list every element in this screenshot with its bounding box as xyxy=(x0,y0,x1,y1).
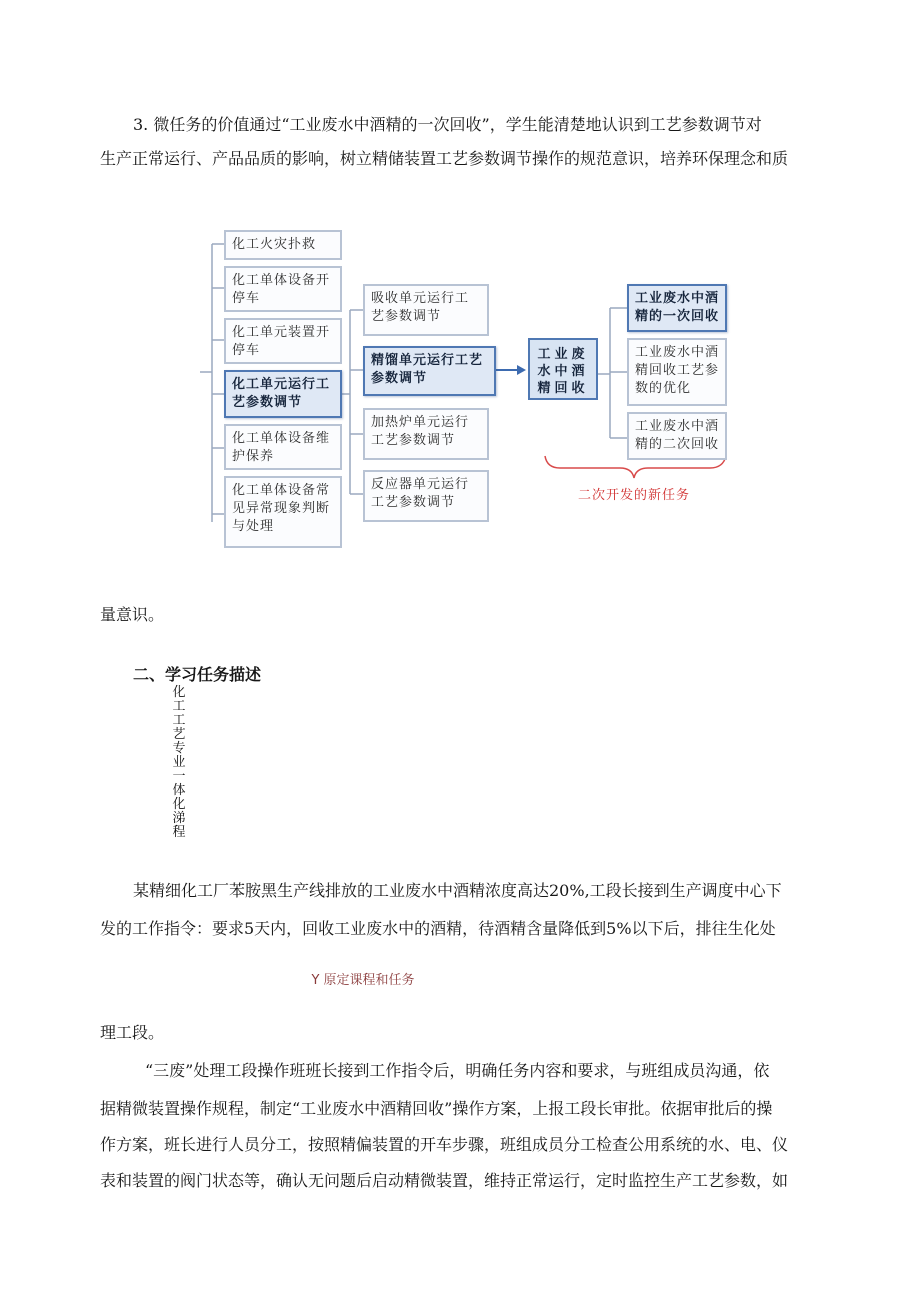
annotation-note: Y 原定课程和任务 xyxy=(311,973,415,988)
right-box-2 xyxy=(627,338,727,406)
paragraph1-line2: 生产正常运行、产品品质的影响，树立精储装置工艺参数调节操作的规范意识，培养环保理念和质 xyxy=(100,149,789,168)
right-box-1-highlighted xyxy=(627,284,727,332)
paragraph1-line1: 3. 微任务的价值通过“工业废水中酒精的一次回收”，学生能清楚地认识到工艺参数调节对 xyxy=(133,115,762,134)
left-box-2 xyxy=(224,266,342,312)
right-box-3-label: 工业废水中酒精的二次回收 xyxy=(635,419,720,452)
section2-para1-line2: 发的工作指令：要求5天内，回收工业废水中的酒精，待酒精含量降低到5%以下后，排往生化处 xyxy=(100,919,776,938)
middle-box-4-label: 反应器单元运行工艺参数调节 xyxy=(371,477,470,510)
task-tree-diagram xyxy=(200,222,760,552)
right-box-1-label: 工业废水中酒精的一次回收 xyxy=(635,291,720,324)
left-box-3 xyxy=(224,318,342,364)
middle-box-4 xyxy=(363,470,489,522)
right-box-2-label: 工业废水中酒精回收工艺参数的优化 xyxy=(635,345,720,396)
middle-box-1-label: 吸收单元运行工艺参数调节 xyxy=(371,291,470,324)
left-box-6 xyxy=(224,476,342,548)
center-box-label: 工业废水中酒精回收 xyxy=(537,347,589,396)
right-box-3 xyxy=(627,412,727,460)
middle-box-2-highlighted xyxy=(363,346,496,396)
left-box-4-label: 化工单元运行工艺参数调节 xyxy=(232,377,331,410)
vertical-label: 化工工艺专业一体化涕程 xyxy=(172,685,186,840)
left-box-1 xyxy=(224,230,342,260)
left-box-4-highlighted xyxy=(224,370,342,418)
section2-para2-line1: “三废”处理工段操作班班长接到工作指令后，明确任务内容和要求，与班组成员沟通，依 xyxy=(145,1061,770,1080)
left-box-5 xyxy=(224,424,342,470)
left-box-6-label: 化工单体设备常见异常现象判断与处理 xyxy=(232,483,331,534)
left-box-2-label: 化工单体设备开停车 xyxy=(232,273,331,306)
section2-para2-line3: 作方案，班长进行人员分工，按照精偏装置的开车步骤，班组成员分工检查公用系统的水、电、仪 xyxy=(100,1135,789,1154)
section2-para2-line2: 据精微装置操作规程，制定“工业废水中酒精回收”操作方案，上报工段长审批。依据审批后的操 xyxy=(100,1099,773,1118)
middle-box-3 xyxy=(363,408,489,460)
section2-para1-line3: 理工段。 xyxy=(100,1023,165,1042)
section2-para1-line1: 某精细化工厂苯胺黑生产线排放的工业废水中酒精浓度高达20%,工段长接到生产调度中心下 xyxy=(133,881,782,900)
paragraph1-line3: 量意识。 xyxy=(100,605,165,624)
section2-para2-line4: 表和装置的阀门状态等，确认无问题后启动精微装置，维持正常运行，定时监控生产工艺参数，如 xyxy=(100,1171,789,1190)
middle-box-2-label: 精馏单元运行工艺参数调节 xyxy=(371,353,484,386)
center-box xyxy=(528,338,598,400)
left-box-3-label: 化工单元装置开停车 xyxy=(232,325,331,358)
new-task-label: 二次开发的新任务 xyxy=(578,488,691,503)
left-box-5-label: 化工单体设备维护保养 xyxy=(232,431,331,464)
left-box-1-label: 化工火灾扑救 xyxy=(232,237,317,252)
middle-box-3-label: 加热炉单元运行工艺参数调节 xyxy=(371,415,470,448)
middle-box-1 xyxy=(363,284,489,336)
section2-heading: 二、学习任务描述 xyxy=(133,665,262,684)
